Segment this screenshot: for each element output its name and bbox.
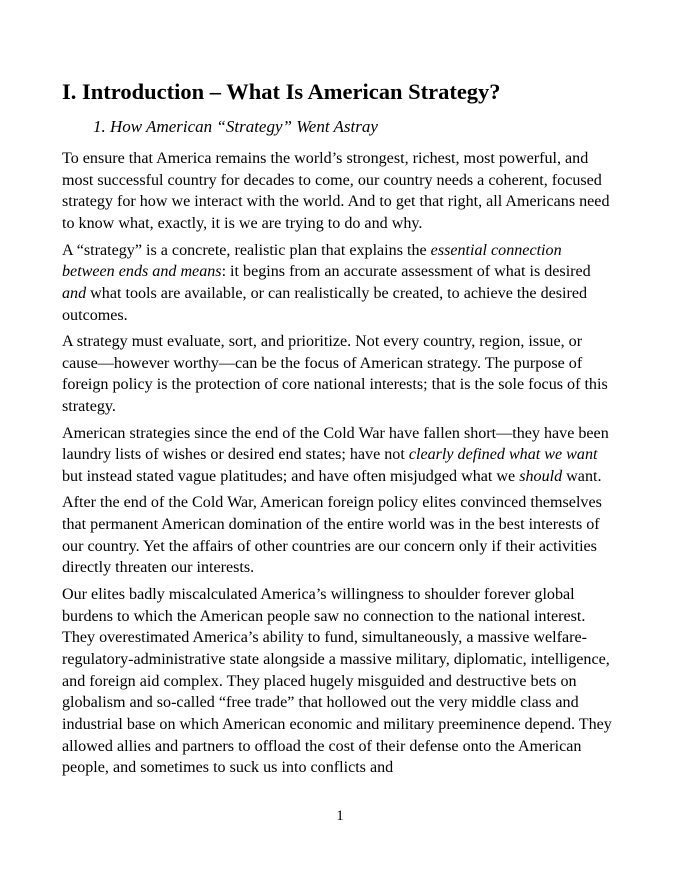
page-number: 1 [336, 808, 344, 824]
text-run: After the end of the Cold War, American foreign policy elites convinced themselves that permanent American domination of the entire world was in the best interests of our country. Yet the affairs of other countries are our concern only if their activities directly threaten our interests. [62, 494, 602, 577]
italic-text-run: essential connection between ends and means [62, 241, 562, 281]
section-heading: I. Introduction – What Is American Strategy? [62, 79, 501, 104]
italic-text-run: and [62, 284, 87, 302]
italic-text-run: should [519, 467, 563, 485]
text-run: Our elites badly miscalculated America’s willingness to shoulder forever global burdens to which the American people saw no connection to the national interest. They overestimated America’s ability to fund, simultaneously, a massive welfare-regulatory-administrative state alongside a massive military, diplomatic, intelligence, and foreign aid complex. They placed hugely misguided and destructive bets on globalism and so-called “free trade” that hollowed out the very middle class and industrial base on which American economic and military preeminence depend. They allowed allies and partners to offload the cost of their defense onto the American people, and sometimes to suck us into conflicts and [62, 585, 612, 777]
text-run: A “strategy” is a concrete, realistic plan that explains the [62, 241, 431, 259]
paragraph [62, 148, 618, 235]
body-paragraphs [62, 148, 618, 779]
subsection-heading: 1. How American “Strategy” Went Astray [93, 117, 378, 136]
text-run: want. [562, 467, 602, 485]
paragraph [62, 492, 618, 579]
text-run: To ensure that America remains the world’s strongest, richest, most powerful, and most successful country for decades to come, our country needs a coherent, focused strategy for how we interact with the world. And to get that right, all Americans need to know what, exactly, it is we are trying to do and why. [62, 150, 610, 233]
text-run: : it begins from an accurate assessment of what is desired [221, 263, 591, 281]
paragraph [62, 423, 618, 488]
italic-text-run: clearly defined what we want [408, 446, 598, 464]
paragraph [62, 331, 618, 418]
paragraph [62, 584, 618, 779]
text-run: but instead stated vague platitudes; and have often misjudged what we [62, 467, 520, 485]
text-run: what tools are available, or can realistically be created, to achieve the desired outcomes. [62, 284, 588, 324]
text-run: A strategy must evaluate, sort, and prioritize. Not every country, region, issue, or cause—however worthy—can be the focus of American strategy. The purpose of foreign policy is the protection of core national interests; that is the sole focus of this strategy. [62, 333, 608, 416]
paragraph [62, 240, 618, 327]
text-run: American strategies since the end of the Cold War have fallen short—they have been laundry lists of wishes or desired end states; have not [62, 424, 609, 464]
